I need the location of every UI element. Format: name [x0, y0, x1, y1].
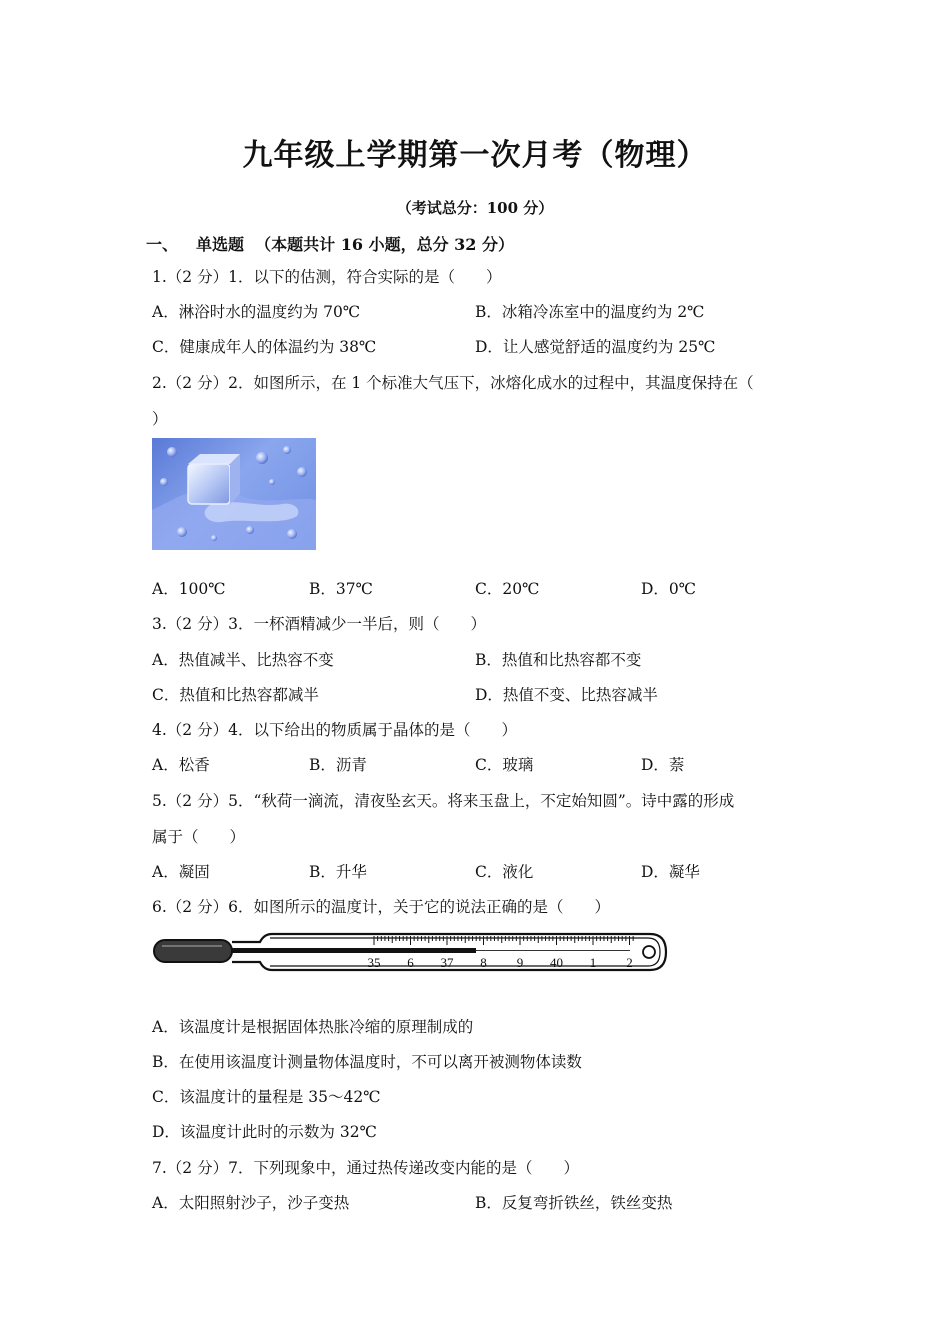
- question-5-stem-continuation: 属于（ ）: [152, 828, 246, 846]
- question-6-option-d: D．该温度计此时的示数为 32℃: [152, 1123, 377, 1141]
- thermometer-end-loop: [643, 946, 655, 958]
- thermometer-image: [150, 926, 672, 982]
- section-number: 一、: [146, 235, 179, 254]
- question-4-option-b: B．沥青: [309, 756, 367, 774]
- question-4-option-a: A．松香: [152, 756, 210, 774]
- thermometer-scale-ticks: [374, 936, 633, 945]
- section-heading: [146, 232, 514, 255]
- question-2-stem-continuation: ）: [152, 410, 168, 428]
- question-5-option-b: B．升华: [309, 863, 367, 881]
- question-2-option-b: B．37℃: [309, 580, 373, 598]
- mercury-column: [232, 948, 476, 953]
- question-4-stem: 4.（2 分）4．以下给出的物质属于晶体的是（ ）: [152, 721, 517, 739]
- question-7-option-a: A．太阳照射沙子，沙子变热: [152, 1194, 350, 1212]
- question-5-stem: 5.（2 分）5．“秋荷一滴流，清夜坠玄天。将来玉盘上，不定始知圆”。诗中露的形成: [152, 792, 735, 810]
- question-4-option-c: C．玻璃: [475, 756, 534, 774]
- question-3-option-a: A．热值减半、比热容不变: [152, 651, 334, 669]
- scale-label: 40: [550, 955, 563, 970]
- question-5-option-a: A．凝固: [152, 863, 210, 881]
- scale-label: 35: [367, 955, 381, 970]
- page-title: 九年级上学期第一次月考（物理）: [242, 138, 708, 173]
- section-name: 单选题: [196, 235, 245, 254]
- question-4-option-d: D．萘: [641, 756, 685, 774]
- question-1-option-b: B．冰箱冷冻室中的温度约为 2℃: [475, 303, 705, 321]
- question-6-option-a: A．该温度计是根据固体热胀冷缩的原理制成的: [152, 1018, 474, 1036]
- question-5-option-c: C．液化: [475, 863, 534, 881]
- scale-label: 8: [480, 955, 487, 970]
- scale-label: 6: [407, 955, 414, 970]
- question-3-option-c: C．热值和比热容都减半: [152, 686, 319, 704]
- question-2-stem: 2.（2 分）2．如图所示，在 1 个标准大气压下，冰熔化成水的过程中，其温度保持在（: [152, 374, 754, 392]
- question-1-option-a: A．淋浴时水的温度约为 70℃: [152, 303, 361, 321]
- question-1-option-d: D．让人感觉舒适的温度约为 25℃: [475, 338, 716, 356]
- question-7-stem: 7.（2 分）7．下列现象中，通过热传递改变内能的是（ ）: [152, 1159, 579, 1177]
- question-6-option-b: B．在使用该温度计测量物体温度时，不可以离开被测物体读数: [152, 1053, 582, 1071]
- section-note: （本题共计 16 小题，总分 32 分）: [255, 235, 514, 254]
- question-2-option-d: D．0℃: [641, 580, 697, 598]
- ice-cube-image: [152, 438, 316, 550]
- thermometer-scale-labels: [368, 955, 633, 970]
- scale-label: 2: [626, 955, 633, 970]
- question-5-option-d: D．凝华: [641, 863, 700, 881]
- question-2-option-c: C．20℃: [475, 580, 540, 598]
- thermometer-illustration: [150, 926, 672, 982]
- question-3-option-d: D．热值不变、比热容减半: [475, 686, 658, 704]
- exam-total-score: （考试总分：100 分）: [396, 199, 554, 217]
- question-3-option-b: B．热值和比热容都不变: [475, 651, 642, 669]
- question-1-stem: 1.（2 分）1．以下的估测，符合实际的是（ ）: [152, 268, 502, 286]
- question-7-option-b: B．反复弯折铁丝，铁丝变热: [475, 1194, 673, 1212]
- question-6-option-c: C．该温度计的量程是 35～42℃: [152, 1088, 381, 1106]
- scale-label: 1: [589, 955, 597, 970]
- question-1-option-c: C．健康成年人的体温约为 38℃: [152, 338, 377, 356]
- ice-cube-illustration: [152, 438, 316, 550]
- question-6-stem: 6.（2 分）6．如图所示的温度计，关于它的说法正确的是（ ）: [152, 898, 610, 916]
- scale-label: 37: [440, 955, 454, 970]
- thermometer-bulb: [154, 940, 232, 962]
- question-2-option-a: A．100℃: [152, 580, 226, 598]
- scale-label: 9: [516, 955, 524, 970]
- question-3-stem: 3.（2 分）3．一杯酒精减少一半后，则（ ）: [152, 615, 486, 633]
